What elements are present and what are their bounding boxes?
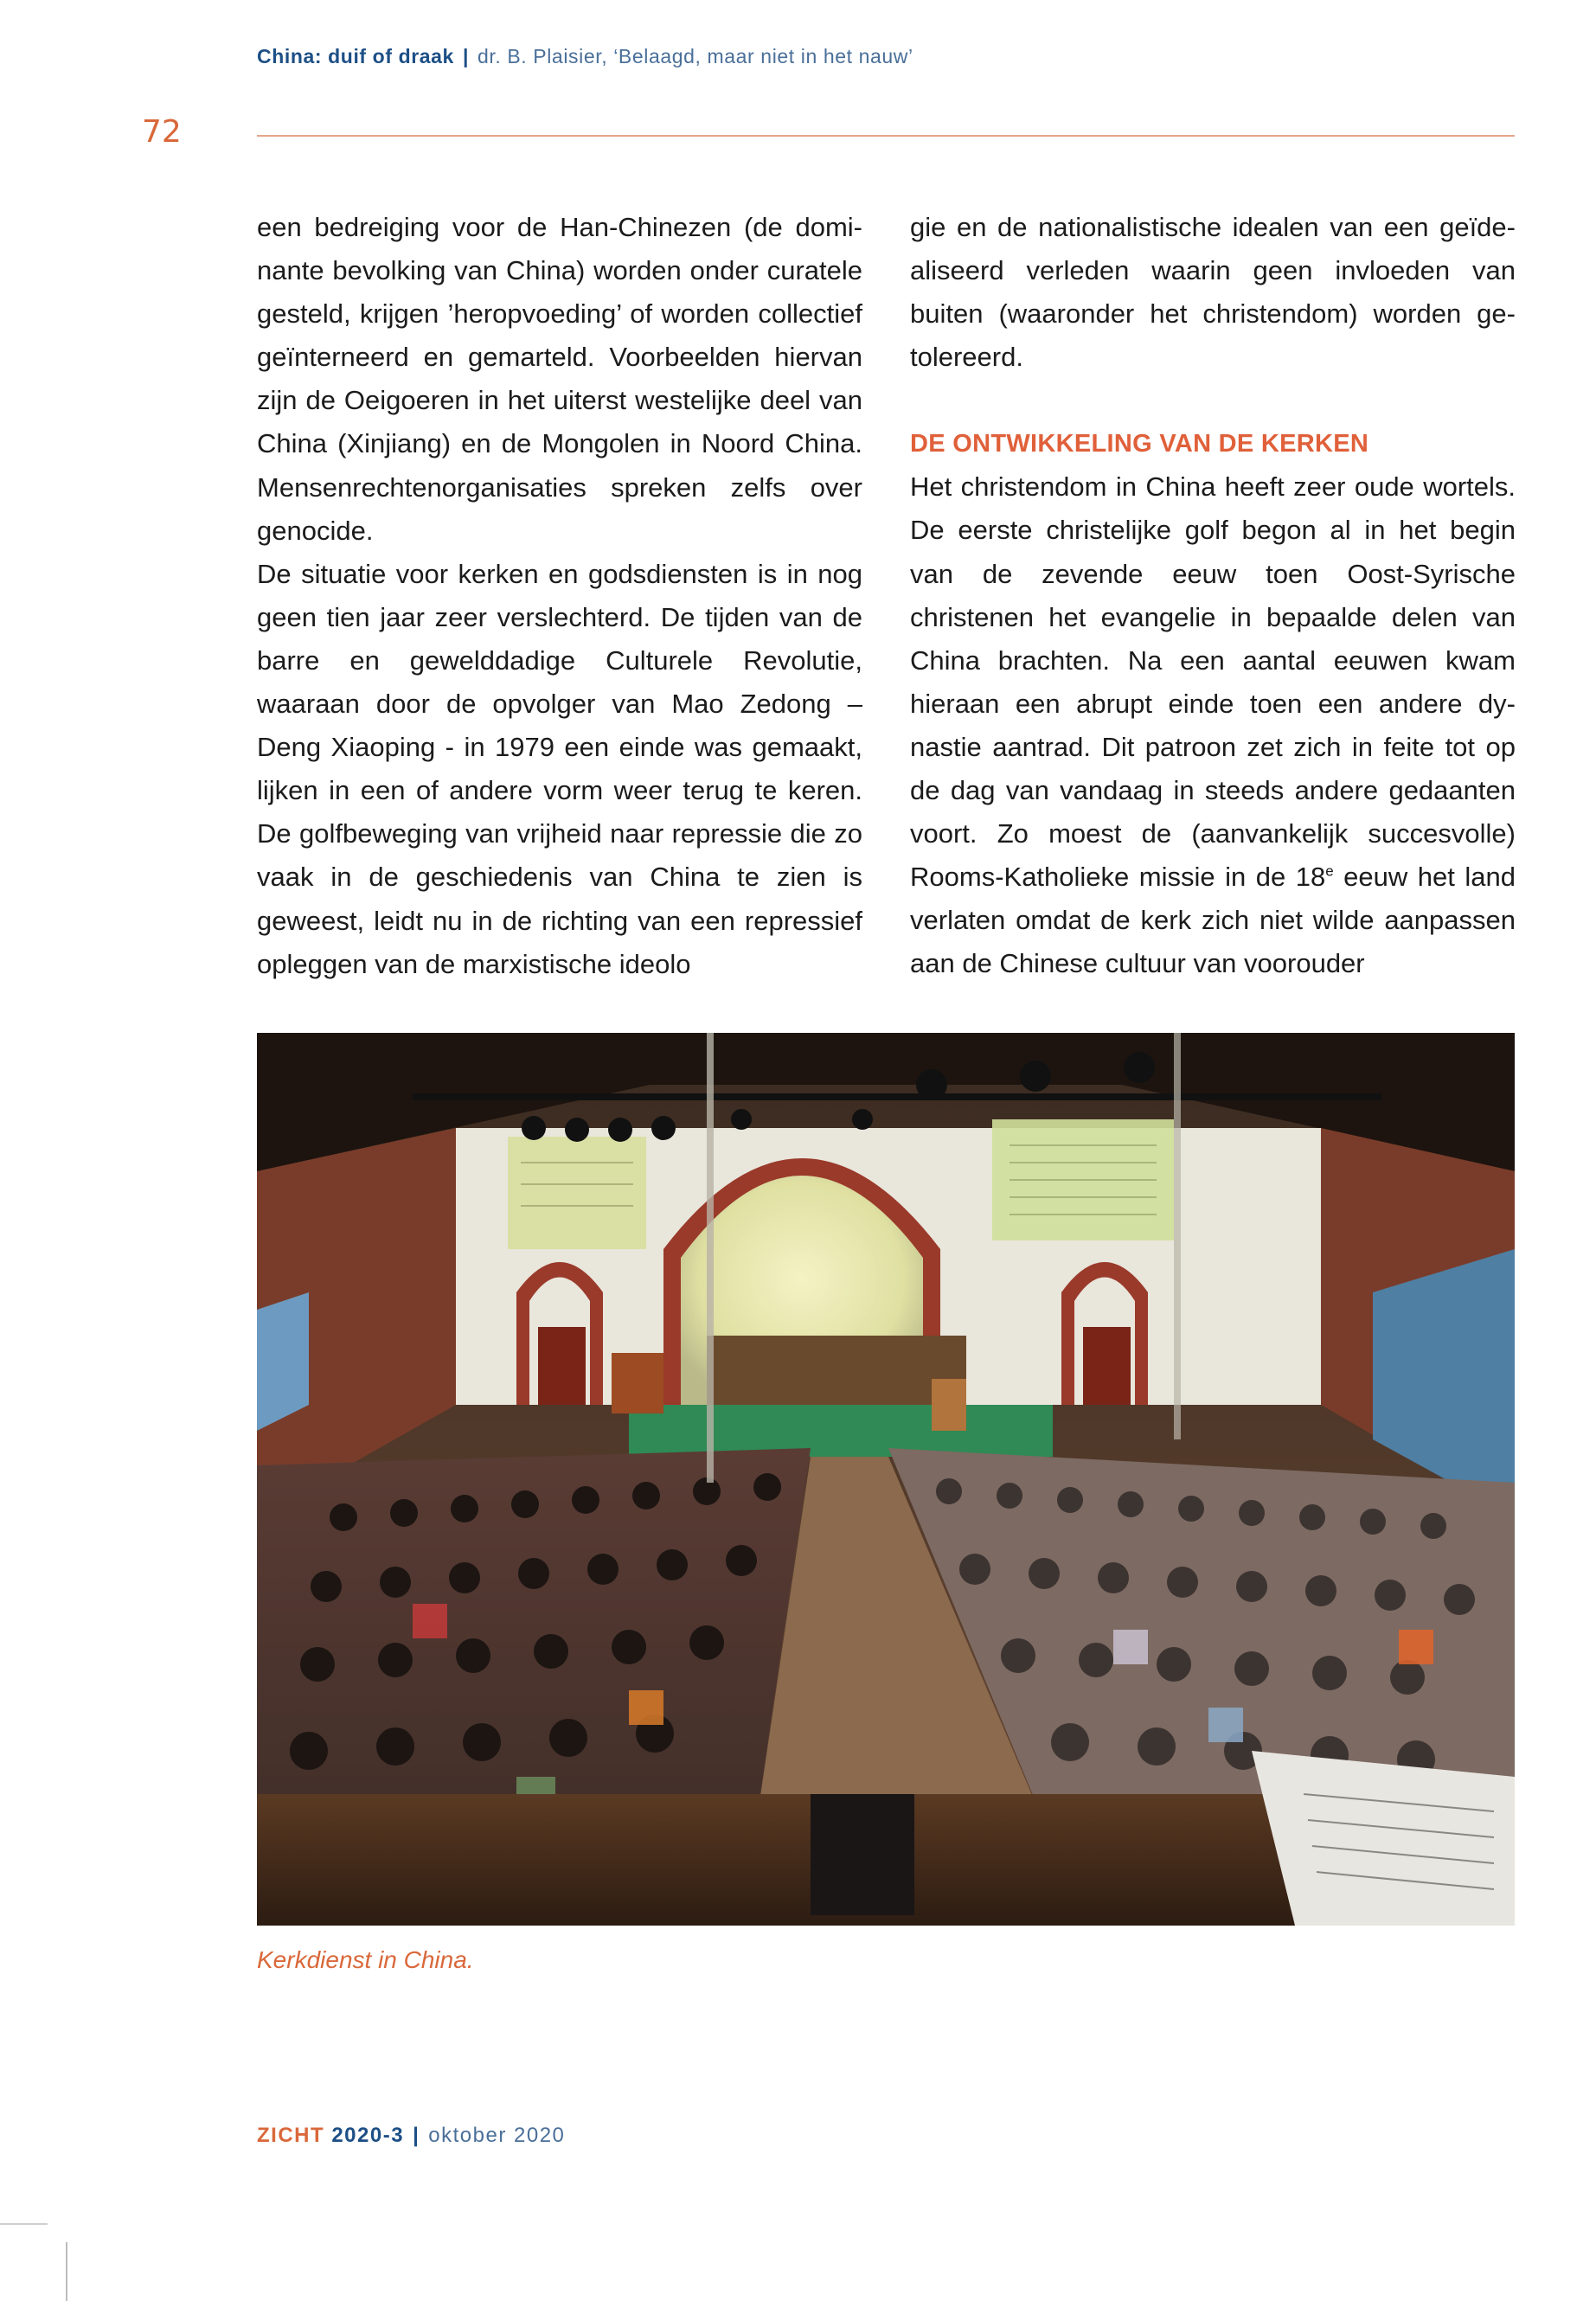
running-head	[257, 45, 913, 68]
paragraph-spacer	[910, 379, 1516, 422]
header-separator: |	[462, 45, 469, 67]
issue-number: 2020-3	[331, 2124, 405, 2147]
church-service-photo	[257, 1033, 1515, 1926]
paragraph-text: Het christendom in China heeft zeer oude wortels. De eerste christelijke golf begon al in het begin van de zevende eeuw toen Oost-Syrische christenen het evangelie in bepaalde delen van China brachten. Na een aantal eeuwen kwam hieraan een abrupt einde toen een andere dynastie aantrad. Dit patroon zet zich in feite tot op de dag van vandaag in steeds andere gedaanten voort. Zo moest de (aanvankelijk succesvolle) Rooms-Katholieke missie in de 18	[910, 471, 1516, 893]
header-divider	[257, 135, 1515, 137]
footer-separator: |	[413, 2124, 420, 2147]
series-title: China: duif of draak	[257, 45, 454, 67]
crop-mark-vertical	[66, 2242, 67, 2301]
crop-mark-horizontal	[0, 2223, 48, 2225]
body-paragraph	[910, 465, 1516, 985]
body-paragraph: De situatie voor kerken en godsdiensten is in nog geen tien jaar zeer verslechterd. De tijden van de barre en gewelddadige Culturele Revolutie, waaraan door de opvolger van Mao Zedong – Deng Xiaoping - in 1979 een einde was gemaakt, lijken in een of andere vorm weer terug te keren. De golfbeweging van vrijheid naar repressie die zo vaak in de geschiedenis van China te zien is geweest, leidt nu in de richting van een repressief opleggen van de marxistische ideolo	[257, 558, 862, 979]
article-author-title: dr. B. Plaisier, ‘Belaagd, maar niet in het nauw’	[478, 45, 913, 67]
body-paragraph: een bedreiging voor de Han-Chinezen (de dominante bevolking van China) worden onder curatele gesteld, krijgen ’heropvoeding’ of worden collectief geïnterneerd en gemarteld. Voorbeelden hiervan zijn de Oeigoeren in het uiterst westelijke deel van China (Xinjiang) en de Mongolen in Noord China. Mensenrechtenorganisaties spreken zelfs over genocide.	[257, 212, 862, 546]
magazine-name: ZICHT	[257, 2124, 325, 2147]
ordinal-superscript: e	[1325, 862, 1334, 880]
issue-date: oktober 2020	[428, 2124, 566, 2147]
paragraph-text-continued: eeuw het land verlaten omdat de kerk zich niet wilde aanpassen aan de Chinese cultuur van voorouder	[910, 862, 1516, 979]
page-number: 72	[142, 114, 182, 150]
section-heading: DE ONTWIKKELING VAN DE KERKEN	[910, 430, 1369, 458]
page-footer	[257, 2124, 565, 2148]
right-text-column	[910, 206, 1516, 986]
left-text-column	[257, 206, 862, 986]
body-paragraph: gie en de nationalistische idealen van een geïdealiseerd verleden waarin geen invloeden van buiten (waaronder het christendom) worden getolereerd.	[910, 212, 1516, 373]
photo-caption: Kerkdienst in China.	[257, 1946, 474, 1973]
